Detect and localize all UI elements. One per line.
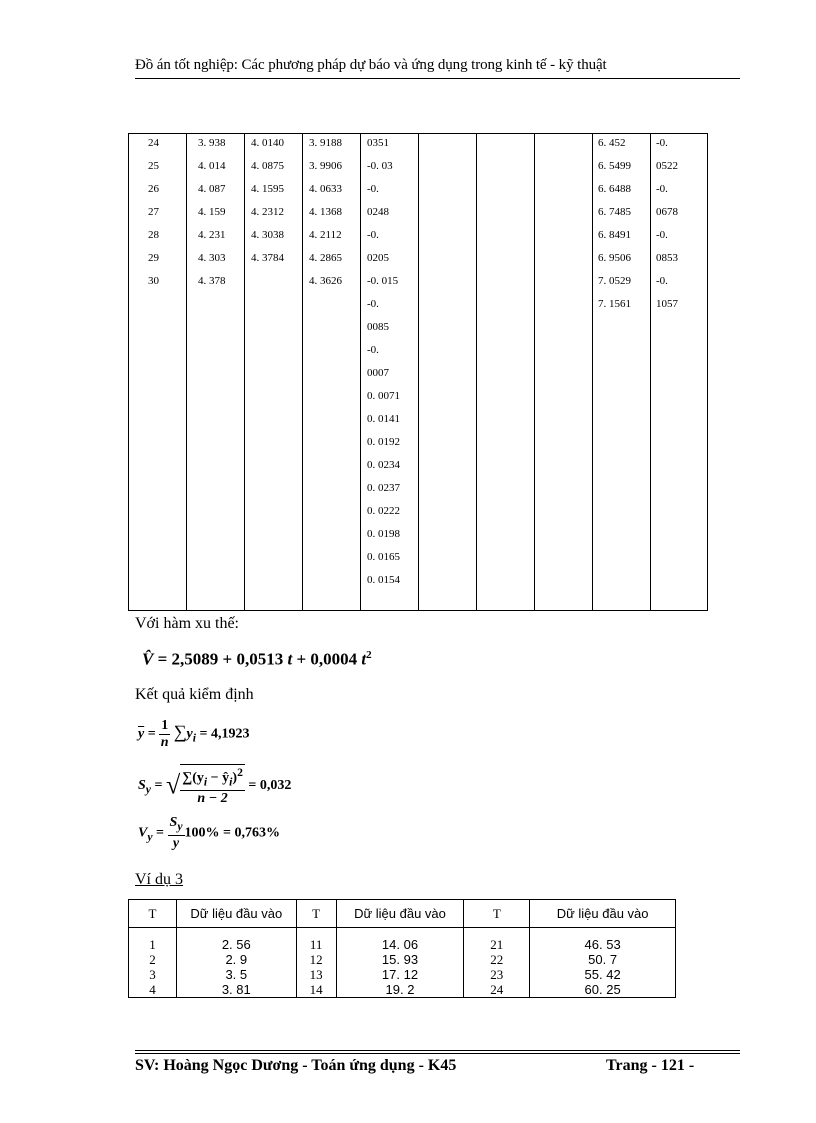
cell: 0. 0234 [367, 459, 400, 471]
subscript: i [203, 775, 208, 789]
cell: 4. 2312 [251, 206, 284, 218]
cell: 0248 [367, 206, 389, 218]
example-title: Ví dụ 3 [135, 871, 183, 888]
table-row [129, 967, 676, 982]
footer-divider [135, 1053, 740, 1054]
cell: 12 [296, 952, 336, 967]
cell: 4. 378 [198, 275, 226, 287]
cell: -0. [367, 298, 379, 310]
cell: 22 [464, 952, 530, 967]
cell: 7. 0529 [598, 275, 631, 287]
cell: 6. 8491 [598, 229, 631, 241]
cell: 55. 42 [530, 967, 676, 982]
cell: 3. 81 [176, 982, 296, 998]
cell: 4. 1595 [251, 183, 284, 195]
numerator: 1 [161, 718, 169, 733]
formula-exponent: 2 [366, 649, 372, 661]
denominator: n − 2 [197, 791, 228, 807]
cell: 0351 [367, 137, 389, 149]
ybar: $\overline{y}$ [138, 726, 145, 742]
cell: 28 [148, 229, 159, 241]
cell: 4. 303 [198, 252, 226, 264]
cell: -0. [656, 183, 668, 195]
column-f [656, 137, 678, 321]
header-cell: Dữ liệu đầu vào [530, 900, 676, 928]
cell: 6. 6488 [598, 183, 631, 195]
column-divider [650, 134, 651, 610]
cell: 3. 5 [176, 967, 296, 982]
header-cell: Dữ liệu đầu vào [336, 900, 464, 928]
cell: 14 [296, 982, 336, 998]
header-divider [135, 78, 740, 79]
trend-label: Với hàm xu thế: [135, 615, 239, 632]
header-cell: Dữ liệu đầu vào [176, 900, 296, 928]
formula-part: = 2,5089 + 0,0513 [153, 649, 288, 669]
column-c [309, 137, 342, 298]
table-row [129, 928, 676, 953]
column-divider [244, 134, 245, 610]
cell: 0. 0222 [367, 505, 400, 517]
cell: -0. 03 [367, 160, 393, 172]
cell: 4. 087 [198, 183, 226, 195]
cell: 0. 0165 [367, 551, 400, 563]
header-cell: T [129, 900, 177, 928]
column-t [148, 137, 159, 298]
test-label: Kết quả kiểm định [135, 686, 254, 703]
fraction [168, 815, 185, 852]
cell: 0678 [656, 206, 678, 218]
cell: -0. [656, 275, 668, 287]
column-divider [592, 134, 593, 610]
cell: 4. 3784 [251, 252, 284, 264]
cell: 23 [464, 967, 530, 982]
table-row [129, 952, 676, 967]
cell: 17. 12 [336, 967, 464, 982]
sy-lhs: S [138, 777, 146, 793]
cell: 19. 2 [336, 982, 464, 998]
cell: 2. 9 [176, 952, 296, 967]
cell: 24 [148, 137, 159, 149]
cell: 3. 9188 [309, 137, 342, 149]
cell: 0522 [656, 160, 678, 172]
cell: 13 [296, 967, 336, 982]
cell: 7. 1561 [598, 298, 631, 310]
cell: 30 [148, 275, 159, 287]
cell: -0. [367, 344, 379, 356]
cell: -0. [367, 183, 379, 195]
cell: 50. 7 [530, 952, 676, 967]
cell: 6. 5499 [598, 160, 631, 172]
cell: 3. 9906 [309, 160, 342, 172]
cell: 4. 2865 [309, 252, 342, 264]
cell: 0. 0154 [367, 574, 400, 586]
cell: 4. 3038 [251, 229, 284, 241]
cell: 4 [129, 982, 177, 998]
table-row [129, 982, 676, 998]
header-cell: T [464, 900, 530, 928]
vy-lhs: V [138, 825, 148, 841]
column-residual [367, 137, 400, 597]
cell: 26 [148, 183, 159, 195]
cell: 0. 0071 [367, 390, 400, 402]
subscript: i [229, 775, 233, 789]
mean-formula: $\overline{y}$ = $\frac{1}{n}$ $\sum y_i = 4,1923$ [138, 718, 250, 750]
column-actual [198, 137, 226, 298]
formula-lhs: V̂ [142, 649, 154, 669]
column-divider [534, 134, 535, 610]
sum-term: y [186, 726, 193, 742]
cell: 6. 9506 [598, 252, 631, 264]
subscript: y [145, 782, 151, 796]
cell: 1057 [656, 298, 678, 310]
subscript: y [177, 819, 183, 833]
cell: 2 [129, 952, 177, 967]
header-cell: T [296, 900, 336, 928]
variation-formula: $V_y$ = $\frac{S_y}{y}$ 100% = 0,763% [138, 815, 280, 851]
cell: 4. 159 [198, 206, 226, 218]
cell: -0. [656, 137, 668, 149]
numerator: S [169, 815, 178, 830]
cell: 46. 53 [530, 928, 676, 953]
example-table [128, 899, 676, 998]
mean-value: = 4,1923 [196, 726, 250, 742]
cell: 14. 06 [336, 928, 464, 953]
page-header: Đồ án tốt nghiệp: Các phương pháp dự báo và ứng dụng trong kinh tế - kỹ thuật [135, 57, 607, 73]
forecast-table [128, 133, 708, 611]
cell: 29 [148, 252, 159, 264]
cell: 6. 7485 [598, 206, 631, 218]
cell: 4. 0875 [251, 160, 284, 172]
cell: 0085 [367, 321, 389, 333]
cell: 4. 3626 [309, 275, 342, 287]
column-b [251, 137, 284, 275]
cell: 4. 0140 [251, 137, 284, 149]
subscript: y [147, 830, 153, 844]
cell: 27 [148, 206, 159, 218]
cell: 15. 93 [336, 952, 464, 967]
formula-part: + 0,0004 [292, 649, 362, 669]
cell: 0853 [656, 252, 678, 264]
cell: 11 [296, 928, 336, 953]
numerator-part: ) [232, 770, 238, 786]
std-formula: $S_y$ = √ $\frac{\sum(y_i - ŷ_i)^2}{n - 2}$ = 0,032 [138, 766, 292, 807]
denominator: y [172, 835, 180, 851]
fraction: $\frac{\sum(y_i - ŷ_i)^2}{n - 2}$ [182, 766, 243, 807]
cell: 0. 0141 [367, 413, 400, 425]
formula-var: t [361, 649, 367, 669]
cell: -0. [367, 229, 379, 241]
cell: 0007 [367, 367, 389, 379]
trend-formula [142, 649, 372, 670]
subscript: i [192, 731, 197, 745]
cell: 0205 [367, 252, 389, 264]
cell: 0. 0198 [367, 528, 400, 540]
column-e [598, 137, 631, 321]
variation-value: 100% = 0,763% [184, 825, 280, 841]
column-divider [186, 134, 187, 610]
cell: 2. 56 [176, 928, 296, 953]
cell: 21 [464, 928, 530, 953]
footer-divider [135, 1050, 740, 1051]
cell: 25 [148, 160, 159, 172]
cell: 3. 938 [198, 137, 226, 149]
column-divider [360, 134, 361, 610]
table-header-row [129, 900, 676, 928]
std-value: = 0,032 [244, 777, 292, 793]
cell: 1 [129, 928, 177, 953]
cell: 4. 014 [198, 160, 226, 172]
cell: 0. 0192 [367, 436, 400, 448]
numerator-part: − ŷ [207, 770, 230, 786]
cell: 0. 0237 [367, 482, 400, 494]
cell: 4. 2112 [309, 229, 342, 241]
cell: 4. 231 [198, 229, 226, 241]
column-divider [302, 134, 303, 610]
fraction [159, 718, 170, 751]
footer-author: SV: Hoàng Ngọc Dương - Toán ứng dụng - K45 [135, 1057, 457, 1074]
denominator: n [160, 735, 169, 750]
cell: 4. 1368 [309, 206, 342, 218]
formula-var: t [287, 649, 293, 669]
footer-page-number: Trang - 121 - [606, 1057, 695, 1074]
column-divider [476, 134, 477, 610]
numerator-part: ∑(y [182, 770, 204, 786]
cell: 3 [129, 967, 177, 982]
cell: 6. 452 [598, 137, 626, 149]
cell: -0. 015 [367, 275, 399, 287]
cell: 4. 0633 [309, 183, 342, 195]
cell: 60. 25 [530, 982, 676, 998]
cell: 24 [464, 982, 530, 998]
cell: -0. [656, 229, 668, 241]
column-divider [418, 134, 419, 610]
